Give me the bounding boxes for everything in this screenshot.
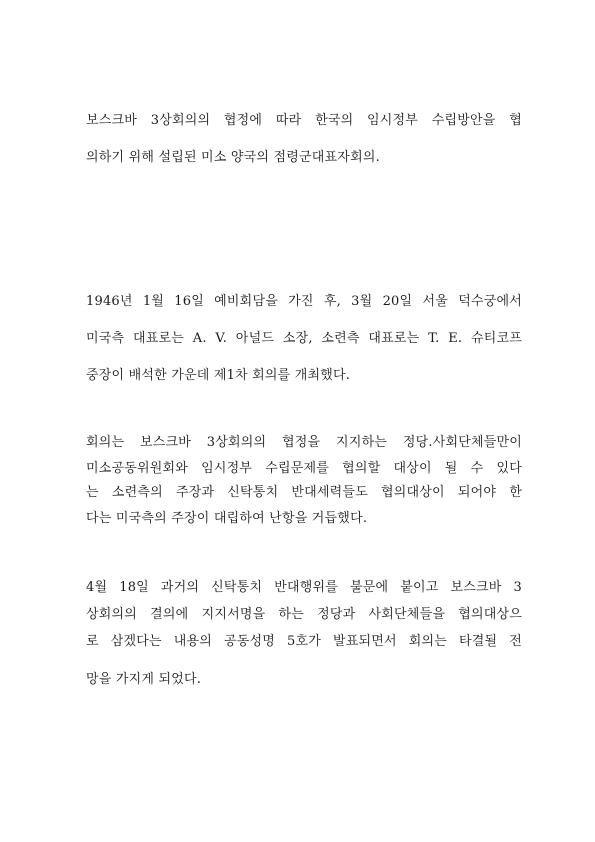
paragraph-4-line-4: 망을 가지게 되었다. — [86, 672, 202, 687]
paragraph-4-line-1: 4월 18일 과거의 신탁통치 반대행위를 불문에 붙이고 보스크바 3 — [86, 580, 522, 595]
paragraph-4-line-3: 로 삼겠다는 내용의 공동성명 5호가 발표되면서 회의는 타결될 전 — [86, 634, 522, 649]
paragraph-3-line-1: 회의는 보스크바 3상회의의 협정을 지지하는 정당.사회단체들만이 — [86, 435, 522, 450]
paragraph-1-line-2: 의하기 위해 설립된 미소 양국의 점령군대표자회의. — [86, 150, 380, 165]
paragraph-2-line-2: 미국측 대표로는 A. V. 아널드 소장, 소련측 대표로는 T. E. 슈티코프 — [86, 331, 522, 346]
paragraph-4-line-2: 상회의의 결의에 지지서명을 하는 정당과 사회단체들을 협의대상으 — [86, 607, 522, 622]
paragraph-2-line-3: 중장이 배석한 가운데 제1차 회의를 개최했다. — [86, 368, 351, 383]
paragraph-1-line-1: 보스크바 3상회의의 협정에 따라 한국의 임시정부 수립방안을 협 — [86, 113, 522, 128]
paragraph-3-line-2: 미소공동위원회와 임시정부 수립문제를 협의할 대상이 될 수 있다 — [86, 461, 522, 476]
paragraph-2-line-1: 1946년 1월 16일 예비회담을 가진 후, 3월 20일 서울 덕수궁에서 — [86, 294, 522, 309]
paragraph-3-line-4: 다는 미국측의 주장이 대립하여 난항을 거듭했다. — [86, 511, 368, 526]
paragraph-3-line-3: 는 소련측의 주장과 신탁통치 반대세력들도 협의대상이 되어야 한 — [86, 485, 522, 500]
